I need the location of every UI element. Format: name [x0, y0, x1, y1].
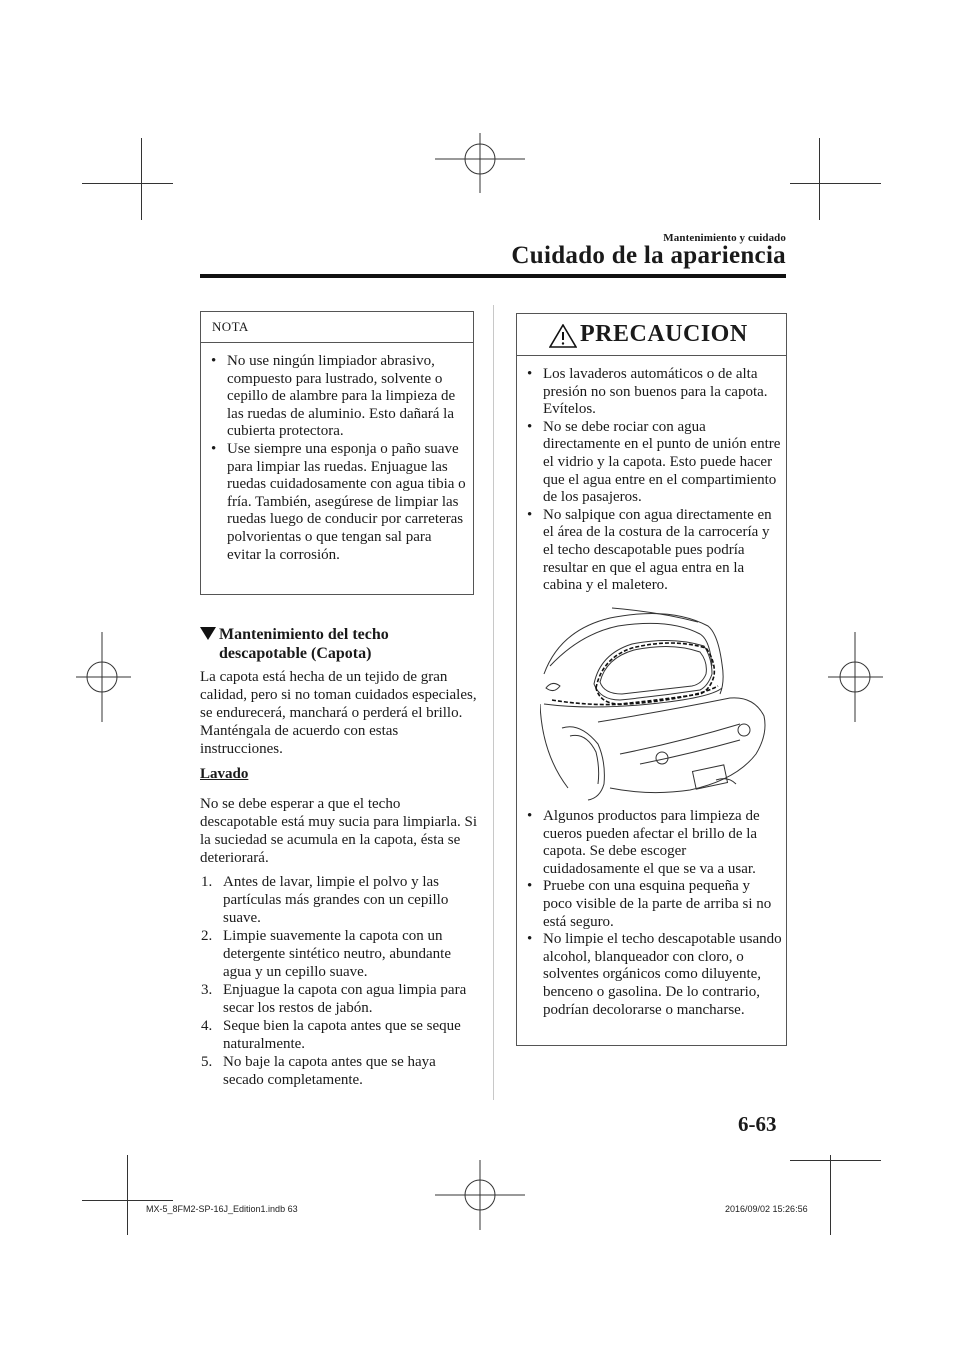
list-item: 2. Limpie suavemente la capota con un detergente sintético neutro, abundante agua y un cepillo suave. [201, 928, 451, 980]
caution-heading: PRECAUCION [580, 321, 748, 347]
warning-triangle-icon [549, 324, 577, 348]
list-item: • Los lavaderos automáticos o de alta presión no son buenos para la capota. Evítelos. [527, 366, 768, 418]
page-title: Cuidado de la apariencia [511, 242, 786, 269]
registration-mark-bottom [435, 1160, 525, 1230]
list-item: • No salpique con agua directamente en el área de la costura de la carrocería y el techo descapotable pues podría resultar en que el agua entra en la cabina y el maletero. [527, 506, 772, 594]
footer-file: MX-5_8FM2-SP-16J_Edition1.indb 63 [146, 1204, 298, 1214]
list-item: • Algunos productos para limpieza de cueros pueden afectar el brillo de la capota. Se debe escoger cuidadosamente el que se va a usar. [527, 808, 760, 877]
wash-intro: No se debe esperar a que el techo descapotable está muy sucia para limpiarla. Si la suciedad se acumula en la capota, ésta se deteriorará. [200, 796, 477, 866]
list-item: • Pruebe con una esquina pequeña y poco visible de la parte de arriba si no está seguro. [527, 878, 772, 930]
header-section: Mantenimiento y cuidado [663, 232, 786, 244]
list-item: 3. Enjuague la capota con agua limpia para secar los restos de jabón. [201, 982, 467, 1016]
note-heading: NOTA [212, 319, 249, 334]
list-item: 4. Seque bien la capota antes que se seque naturalmente. [201, 1018, 461, 1052]
registration-mark-right [828, 632, 883, 722]
convertible-car-illustration [540, 604, 770, 804]
page-number: 6-63 [738, 1112, 777, 1136]
caution-list-top [522, 366, 782, 595]
list-item: • No se debe rociar con agua directamente en el punto de unión entre el vidrio y la capota. Esto puede hacer que el agua entre en el compartimiento de los pasajeros. [527, 418, 781, 506]
section-intro: La capota está hecha de un tejido de gran calidad, pero si no toman cuidados especiales, se endurecerá, manchará o perderá el brillo. Manténgala de acuerdo con estas instrucciones. [200, 669, 477, 757]
caution-divider [516, 355, 787, 356]
note-list [206, 353, 466, 564]
subheading-lavado: Lavado [200, 766, 249, 782]
column-divider [493, 305, 494, 1100]
list-item: • No limpie el techo descapotable usando alcohol, blanqueador con cloro, o solventes orgánicos como diluyente, benceno o gasolina. De lo contrario, podrían decolorarse o mancharse. [527, 931, 782, 1018]
registration-mark-left [76, 632, 131, 722]
wash-steps [200, 873, 480, 1089]
list-item: • No use ningún limpiador abrasivo, compuesto para lustrado, solvente o cepillo de alambre para la limpieza de las ruedas de aluminio. Esto dañará la cubierta protectora. [211, 353, 456, 440]
triangle-down-icon [200, 627, 216, 640]
footer-timestamp: 2016/09/02 15:26:56 [725, 1204, 808, 1214]
list-item: 1. Antes de lavar, limpie el polvo y las partículas más grandes con un cepillo suave. [201, 874, 449, 926]
header-rule [200, 274, 786, 278]
caution-list-bottom [522, 808, 782, 1019]
registration-mark-top [435, 133, 525, 203]
list-item: 5. No baje la capota antes que se haya secado completamente. [201, 1054, 436, 1088]
list-item: • Use siempre una esponja o paño suave para limpiar las ruedas. Enjuague las ruedas cuidadosamente con agua tibia o fría. También, asegúrese de limpiar las ruedas luego de conducir por carreteras polvorientas o que tengan sal para evitar la corrosión. [211, 440, 466, 563]
note-divider [200, 342, 474, 343]
